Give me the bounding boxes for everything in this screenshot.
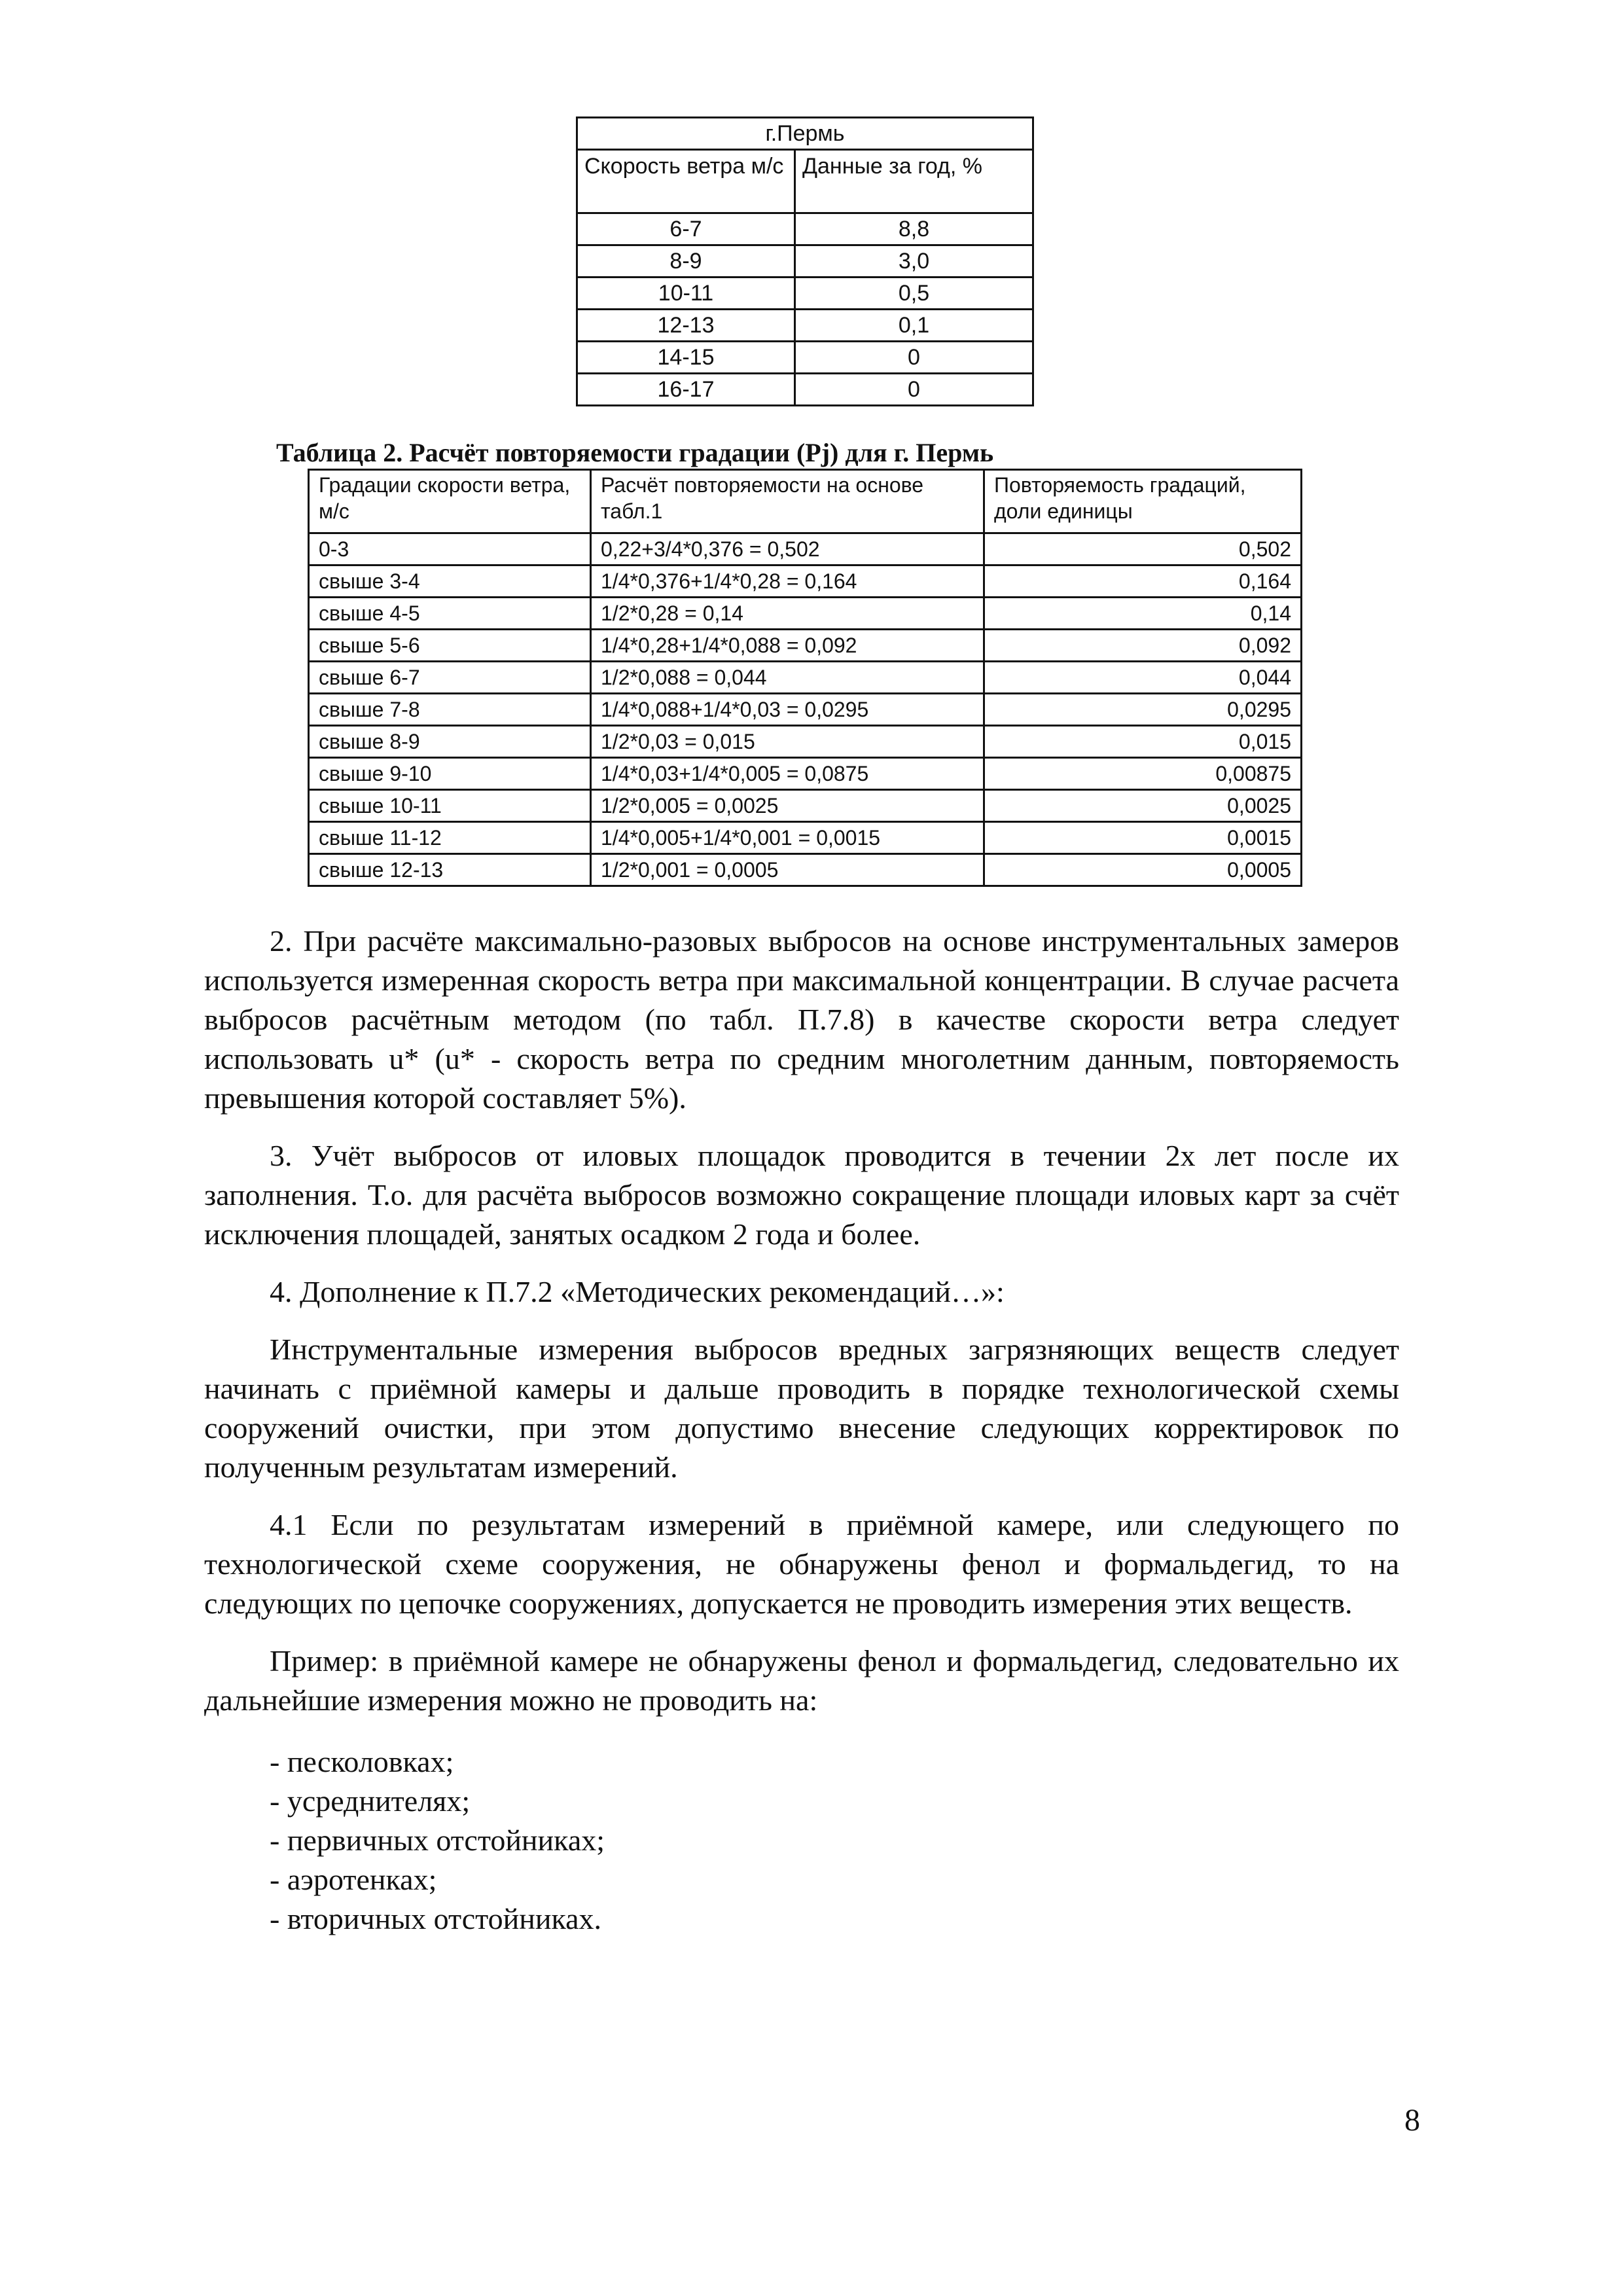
table-cell: 1/4*0,28+1/4*0,088 = 0,092 — [591, 630, 984, 662]
paragraph-6: 4.1 Если по результатам измерений в приёмной камере, или следующего по технологической схеме сооружения, не обнаружены фенол и формальдегид, то на следующих по цепочке сооружениях, допускается не проводить измерения этих веществ. — [204, 1508, 1399, 1620]
body-text — [204, 922, 1399, 1720]
table-cell: свыше 3-4 — [309, 565, 591, 598]
table-cell: 0,14 — [984, 598, 1302, 630]
table1-header-speed: Скорость ветра м/с — [577, 150, 795, 213]
table-row — [309, 790, 1302, 822]
table-row — [577, 310, 1033, 342]
table2-header-calculation: Расчёт повторяемости на основе табл.1 — [591, 470, 984, 533]
table-row — [577, 213, 1033, 245]
table-row — [309, 694, 1302, 726]
wind-speed-table — [576, 117, 1034, 406]
table-cell: свыше 4-5 — [309, 598, 591, 630]
table-cell: свыше 5-6 — [309, 630, 591, 662]
list-item: - песколовках; — [270, 1745, 454, 1778]
table-cell: 1/2*0,001 = 0,0005 — [591, 854, 984, 886]
table-row — [309, 758, 1302, 790]
table-cell: 0,0015 — [984, 822, 1302, 854]
table2-header-gradation: Градации скорости ветра, м/с — [309, 470, 591, 533]
table-cell: 0,22+3/4*0,376 = 0,502 — [591, 533, 984, 565]
table-cell: 1/4*0,088+1/4*0,03 = 0,0295 — [591, 694, 984, 726]
table-row — [309, 854, 1302, 886]
table-row — [309, 822, 1302, 854]
table-cell: свыше 11-12 — [309, 822, 591, 854]
table-cell: 6-7 — [577, 213, 795, 245]
list-item: - первичных отстойниках; — [270, 1823, 605, 1857]
table-row — [309, 662, 1302, 694]
page-number: 8 — [1404, 2103, 1420, 2138]
table-cell: 12-13 — [577, 310, 795, 342]
table-row — [309, 565, 1302, 598]
table-row — [309, 726, 1302, 758]
table1-header-annual: Данные за год, % — [795, 150, 1033, 213]
paragraph-3: 3. Учёт выбросов от иловых площадок проводится в течении 2х лет после их заполнения. Т.о. для расчёта выбросов возможно сокращение площади иловых карт за счёт исключения площадей, занятых осадком 2 года и более. — [204, 1139, 1399, 1251]
table-cell: свыше 7-8 — [309, 694, 591, 726]
table-row — [309, 630, 1302, 662]
facility-list — [270, 1742, 605, 1939]
gradation-frequency-table — [308, 469, 1302, 887]
paragraph-7: Пример: в приёмной камере не обнаружены фенол и формальдегид, следовательно их дальнейшие измерения можно не проводить на: — [204, 1644, 1399, 1717]
paragraph-5: Инструментальные измерения выбросов вредных загрязняющих веществ следует начинать с приёмной камеры и дальше проводить в порядке технологической схемы сооружений очистки, при этом допустимо внесение следующих корректировок по полученным результатам измерений. — [204, 1333, 1399, 1484]
table1-caption: г.Пермь — [577, 118, 1033, 150]
table-cell: 0 — [795, 374, 1033, 406]
table2-caption: Таблица 2. Расчёт повторяемости градации (Pj) для г. Пермь — [276, 438, 994, 467]
table-cell: 0 — [795, 342, 1033, 374]
paragraph-2: 2. При расчёте максимально-разовых выбросов на основе инструментальных замеров используется измеренная скорость ветра при максимальной концентрации. В случае расчета выбросов расчётным методом (по табл. П.7.8) в качестве скорости ветра следует использовать u* (u* - скорость ветра по средним многолетним данным, повторяемость превышения которой составляет 5%). — [204, 924, 1399, 1115]
paragraph-4: 4. Дополнение к П.7.2 «Методических рекомендаций…»: — [270, 1275, 1005, 1308]
table-cell: 0,092 — [984, 630, 1302, 662]
table-cell: 0,015 — [984, 726, 1302, 758]
table-cell: свыше 8-9 — [309, 726, 591, 758]
table-cell: 0,00875 — [984, 758, 1302, 790]
table-cell: 1/2*0,28 = 0,14 — [591, 598, 984, 630]
list-item: - аэротенках; — [270, 1863, 437, 1896]
table-cell: 1/2*0,005 = 0,0025 — [591, 790, 984, 822]
table-row — [577, 374, 1033, 406]
table-cell: 3,0 — [795, 245, 1033, 278]
table-cell: 1/2*0,03 = 0,015 — [591, 726, 984, 758]
table-cell: 0,502 — [984, 533, 1302, 565]
table-cell: свыше 10-11 — [309, 790, 591, 822]
table-cell: 10-11 — [577, 278, 795, 310]
table-cell: 1/4*0,376+1/4*0,28 = 0,164 — [591, 565, 984, 598]
table-row — [577, 245, 1033, 278]
list-item: - вторичных отстойниках. — [270, 1902, 602, 1935]
table-cell: 8-9 — [577, 245, 795, 278]
table-row — [309, 598, 1302, 630]
table-cell: 0,0005 — [984, 854, 1302, 886]
table-cell: 0,5 — [795, 278, 1033, 310]
table2-header-frequency: Повторяемость градаций, доли единицы — [984, 470, 1302, 533]
table-cell: 1/4*0,03+1/4*0,005 = 0,0875 — [591, 758, 984, 790]
table-cell: 0,0295 — [984, 694, 1302, 726]
list-item: - усреднителях; — [270, 1784, 471, 1818]
table-cell: свыше 9-10 — [309, 758, 591, 790]
table-cell: 0,044 — [984, 662, 1302, 694]
table-cell: свыше 6-7 — [309, 662, 591, 694]
table-cell: 0,0025 — [984, 790, 1302, 822]
table-row — [309, 533, 1302, 565]
table-row — [577, 342, 1033, 374]
table-row — [577, 278, 1033, 310]
table-cell: свыше 12-13 — [309, 854, 591, 886]
table-cell: 8,8 — [795, 213, 1033, 245]
table-cell: 1/2*0,088 = 0,044 — [591, 662, 984, 694]
table-cell: 16-17 — [577, 374, 795, 406]
table-cell: 14-15 — [577, 342, 795, 374]
table-cell: 0-3 — [309, 533, 591, 565]
table-cell: 0,1 — [795, 310, 1033, 342]
table-cell: 1/4*0,005+1/4*0,001 = 0,0015 — [591, 822, 984, 854]
table-cell: 0,164 — [984, 565, 1302, 598]
